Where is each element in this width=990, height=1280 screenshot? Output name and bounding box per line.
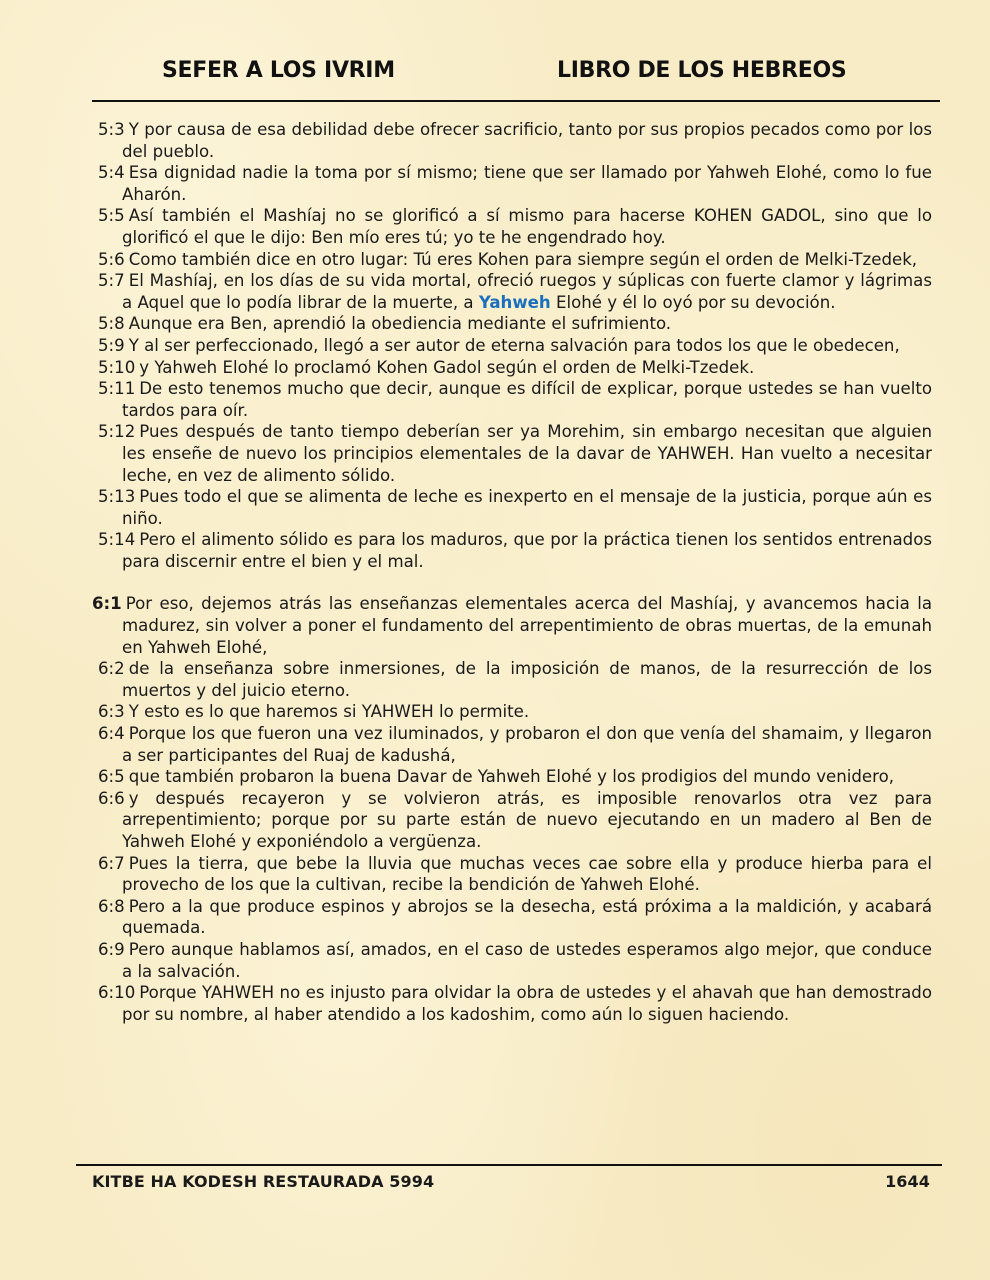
verse-text: que también probaron la buena Davar de Yahweh Elohé y los prodigios del mundo venidero, (128, 767, 895, 787)
verse (98, 982, 932, 1025)
verse-text: Pero aunque hablamos así, amados, en el caso de ustedes esperamos algo mejor, que conduce a la salvación. (122, 939, 932, 981)
verse (98, 162, 932, 205)
highlighted-name: Yahweh (478, 292, 551, 312)
verse (98, 270, 932, 313)
verse-number: 5:3 (98, 120, 125, 139)
verse-number: 5:7 (98, 271, 125, 291)
verse-number: 5:11 (98, 379, 136, 399)
verse (98, 529, 932, 572)
verse-text: Aunque era Ben, aprendió la obediencia mediante el sufrimiento. (128, 314, 672, 334)
verse-number: 6:2 (98, 659, 125, 679)
verse-text: Como también dice en otro lugar: Tú eres Kohen para siempre según el orden de Melki-Tzedek, (128, 249, 918, 269)
verse-number: 5:9 (98, 335, 125, 355)
verse (98, 766, 932, 788)
verse (98, 335, 932, 357)
scripture-body (92, 119, 932, 1025)
verse-text: Elohé y él lo oyó por su devoción. (550, 292, 836, 312)
page-number: 1644 (885, 1172, 930, 1191)
page-header (92, 58, 940, 90)
verse-text: Así también el Mashíaj no se glorificó a sí mismo para hacerse KOHEN GADOL, sino que lo glorificó el que le dijo: Ben mío eres tú; yo te he engendrado hoy. (122, 206, 932, 247)
verse-number: 5:5 (98, 206, 125, 226)
verse (98, 658, 932, 701)
verse (98, 939, 932, 982)
verse-text: Pues todo el que se alimenta de leche es inexperto en el mensaje de la justicia, porque aún es niño. (122, 487, 932, 528)
verse-text: de la enseñanza sobre inmersiones, de la imposición de manos, de la resurrección de los muertos y del juicio eterno. (122, 659, 932, 700)
verse-number: 5:13 (98, 487, 136, 507)
verse (98, 378, 932, 421)
verse-number: 6:7 (98, 853, 125, 873)
verse (98, 486, 932, 529)
verse (98, 896, 932, 939)
verse-text: De esto tenemos mucho que decir, aunque es difícil de explicar, porque ustedes se han vuelto tardos para oír. (122, 379, 932, 420)
verse-text: y después recayeron y se volvieron atrás, es imposible renovarlos otra vez para arrepentimiento; porque por su parte están de nuevo ejecutando en un madero al Ben de Yahweh Elohé y exponiéndolo a vergüenza. (122, 788, 932, 851)
verse (98, 853, 932, 896)
verse-number: 5:14 (98, 530, 136, 550)
verse-text: Pues después de tanto tiempo deberían ser ya Morehim, sin embargo necesitan que alguien les enseñe de nuevo los principios elementales de la davar de YAHWEH. Han vuelto a necesitar leche, en vez de alimento sólido. (122, 422, 932, 485)
verse (98, 701, 932, 723)
verse (98, 119, 932, 162)
verse-text: Y al ser perfeccionado, llegó a ser autor de eterna salvación para todos los que le obedecen, (128, 335, 900, 355)
verse-text: Pero el alimento sólido es para los maduros, que por la práctica tienen los sentidos entrenados para discernir entre el bien y el mal. (122, 530, 932, 571)
verse-text: Porque YAHWEH no es injusto para olvidar la obra de ustedes y el ahavah que han demostrado por su nombre, al haber atendido a los kadoshim, como aún lo siguen haciendo. (122, 983, 932, 1024)
verse-text: El Mashíaj, en los días de su vida mortal, ofreció ruegos y súplicas con fuerte clamor y lágrimas a Aquel que lo podía librar de la muerte, a (122, 271, 932, 312)
verse-text: Por eso, dejemos atrás las enseñanzas elementales acerca del Mashíaj, y avancemos hacia la madurez, sin volver a poner el fundamento del arrepentimiento de obras muertas, de la emunah en Yahweh Elohé, (122, 594, 932, 657)
verse-text: Esa dignidad nadie la toma por sí mismo; tiene que ser llamado por Yahweh Elohé, como lo fue Aharón. (122, 163, 932, 204)
verse-number: 5:4 (98, 163, 125, 183)
verse-text: Porque los que fueron una vez iluminados, y probaron el don que venía del shamaim, y llegaron a ser participantes del Ruaj de kadushá, (122, 724, 932, 765)
verse-number: 5:6 (98, 249, 125, 269)
verse (98, 421, 932, 486)
verse (98, 205, 932, 248)
verse-text: Y por causa de esa debilidad debe ofrecer sacrificio, tanto por sus propios pecados como por los del pueblo. (122, 120, 932, 161)
verse-number: 6:8 (98, 896, 125, 916)
verse-number: 6:5 (98, 767, 125, 787)
verse (98, 357, 932, 379)
verse-text: Pero a la que produce espinos y abrojos se la desecha, está próxima a la maldición, y acabará quemada. (122, 896, 932, 938)
footer-divider (76, 1164, 942, 1166)
verse-text: Y esto es lo que haremos si YAHWEH lo permite. (128, 702, 530, 722)
verse-text: Pues la tierra, que bebe la lluvia que muchas veces cae sobre ella y produce hierba para el provecho de los que la cultivan, recibe la bendición de Yahweh Elohé. (122, 853, 932, 895)
verse (98, 249, 932, 271)
verse-number: 6:6 (98, 788, 125, 808)
verse-number: 5:12 (98, 422, 136, 442)
verse-number: 5:10 (98, 357, 136, 377)
header-right-title: LIBRO DE LOS HEBREOS (557, 58, 847, 83)
verse (98, 723, 932, 766)
verse-number: 5:8 (98, 314, 125, 334)
footer-title: KITBE HA KODESH RESTAURADA 5994 (92, 1172, 435, 1191)
chapter-verse-number: 6:1 (92, 594, 122, 614)
verse-number: 6:4 (98, 724, 125, 744)
verse-number: 6:3 (98, 702, 125, 722)
verse-number: 6:9 (98, 939, 125, 959)
verse-text: y Yahweh Elohé lo proclamó Kohen Gadol según el orden de Melki-Tzedek. (139, 357, 755, 377)
header-divider (92, 100, 940, 102)
verse (98, 313, 932, 335)
header-left-title: SEFER A LOS IVRIM (162, 58, 395, 83)
verse (98, 788, 932, 853)
chapter-first-verse (92, 593, 932, 658)
verse-number: 6:10 (98, 983, 136, 1003)
